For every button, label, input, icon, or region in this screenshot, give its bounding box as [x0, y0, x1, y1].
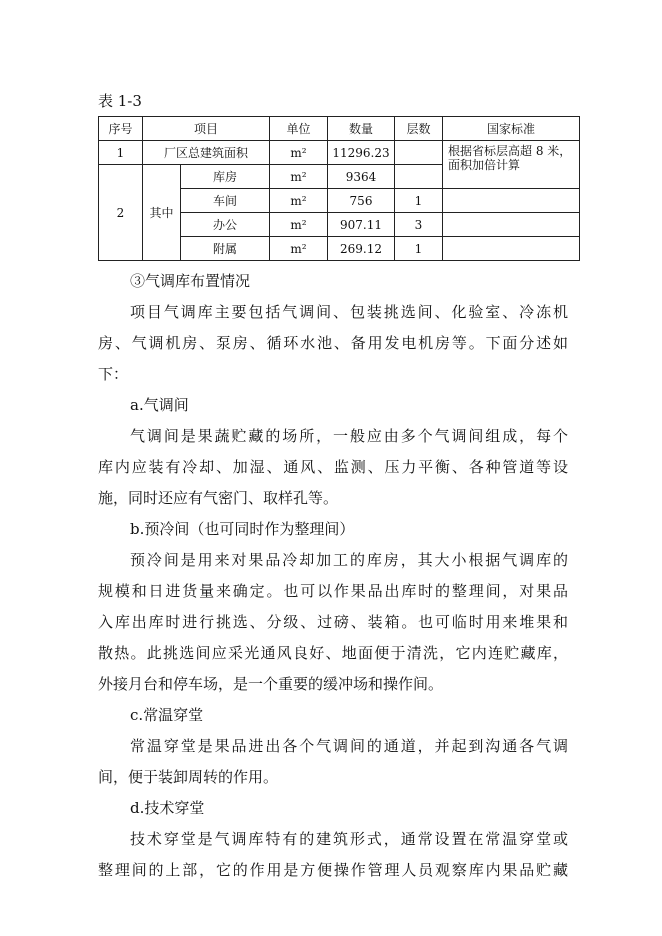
- text-line: 散热。此挑选间应采光通风良好、地面便于清洗，它内连贮藏库，: [98, 644, 568, 662]
- table-cell: [443, 237, 580, 261]
- table-cell: 907.11: [328, 213, 395, 237]
- header-cell: 国家标准: [443, 117, 580, 141]
- table-cell: m²: [270, 141, 328, 165]
- table-cell: 办公: [181, 213, 270, 237]
- section-heading: ③气调库布置情况: [130, 272, 251, 290]
- item-heading: c.常温穿堂: [130, 706, 204, 724]
- table-cell: 1: [395, 189, 443, 213]
- table-row: [99, 141, 580, 165]
- table-cell: 11296.23: [328, 141, 395, 165]
- text-line: 外接月台和停车场，是一个重要的缓冲场和操作间。: [98, 675, 444, 693]
- header-cell: 项目: [143, 117, 270, 141]
- table-cell: 2: [99, 165, 143, 261]
- text-line: 施，同时还应有气密门、取样孔等。: [98, 489, 339, 507]
- table-cell: 269.12: [328, 237, 395, 261]
- table-cell: [443, 213, 580, 237]
- table-cell: [395, 141, 443, 165]
- text-line: 整理间的上部，它的作用是方便操作管理人员观察库内果品贮藏: [98, 861, 568, 879]
- table-cell: 1: [99, 141, 143, 165]
- building-area-table: [98, 116, 580, 261]
- header-cell: 数量: [328, 117, 395, 141]
- table-header-row: [99, 117, 580, 141]
- table-cell: m²: [270, 237, 328, 261]
- text-line: 规模和日进货量来确定。也可以作果品出库时的整理间，对果品: [98, 582, 568, 600]
- table-cell: 库房: [181, 165, 270, 189]
- text-line: 气调间是果蔬贮藏的场所，一般应由多个气调间组成，每个: [130, 427, 568, 445]
- header-cell: 单位: [270, 117, 328, 141]
- header-cell: 序号: [99, 117, 143, 141]
- table-cell: 附属: [181, 237, 270, 261]
- table-cell: [395, 165, 443, 189]
- table-cell: [443, 189, 580, 213]
- text-line: 下：: [98, 365, 129, 383]
- text-line: 项目气调库主要包括气调间、包装挑选间、化验室、冷冻机: [130, 303, 568, 321]
- table-cell: m²: [270, 189, 328, 213]
- body-text: [98, 266, 568, 886]
- text-line: 库内应装有冷却、加湿、通风、监测、压力平衡、各种管道等设: [98, 458, 568, 476]
- text-line: 预冷间是用来对果品冷却加工的库房，其大小根据气调库的: [130, 551, 568, 569]
- standard-note-cell: 根据省标层高超 8 米，面积加倍计算: [443, 141, 580, 189]
- text-line: 常温穿堂是果品进出各个气调间的通道，并起到沟通各气调: [130, 737, 568, 755]
- table-cell: 1: [395, 237, 443, 261]
- text-line: 间，便于装卸周转的作用。: [98, 768, 279, 786]
- table-cell: 厂区总建筑面积: [143, 141, 270, 165]
- table-cell: 756: [328, 189, 395, 213]
- text-line: 入库出库时进行挑选、分级、过磅、装箱。也可临时用来堆果和: [98, 613, 568, 631]
- text-line: 房、气调机房、泵房、循环水池、备用发电机房等。下面分述如: [98, 334, 568, 352]
- table-cell: m²: [270, 213, 328, 237]
- table-cell: m²: [270, 165, 328, 189]
- header-cell: 层数: [395, 117, 443, 141]
- item-heading: a.气调间: [130, 396, 189, 414]
- item-heading: d.技术穿堂: [130, 799, 205, 817]
- table-cell: 车间: [181, 189, 270, 213]
- table-caption: 表 1-3: [98, 92, 142, 110]
- item-heading: b.预冷间（也可同时作为整理间）: [130, 520, 355, 538]
- table-cell: 其中: [143, 165, 181, 261]
- text-line: 技术穿堂是气调库特有的建筑形式，通常设置在常温穿堂或: [130, 830, 568, 848]
- table-cell: 9364: [328, 165, 395, 189]
- table-cell: 3: [395, 213, 443, 237]
